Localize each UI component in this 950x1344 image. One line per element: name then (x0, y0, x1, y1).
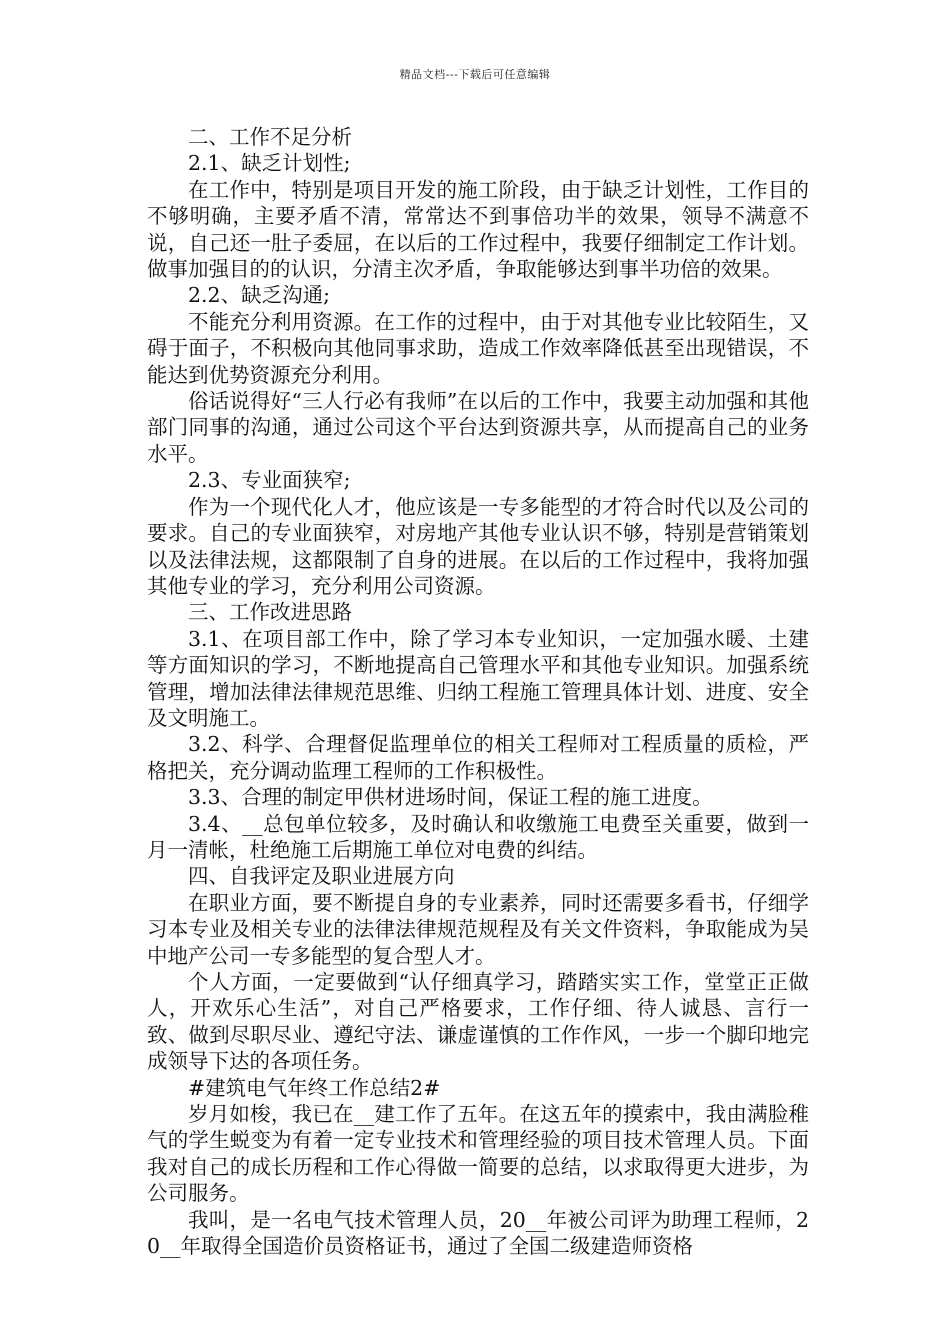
paragraph: 3.4、__总包单位较多，及时确认和收缴施工电费至关重要，做到一月一清帐，杜绝施工后期施工单位对电费的纠结。 (147, 811, 809, 862)
paragraph: 3.2、科学、合理督促监理单位的相关工程师对工程质量的质检，严格把关，充分调动监理工程师的工作积极性。 (147, 732, 809, 783)
paragraph: 个人方面，一定要做到“认仔细真学习，踏踏实实工作，堂堂正正做人，开欢乐心生活”，对自己严格要求，工作仔细、待人诚恳、言行一致、做到尽职尽业、遵纪守法、谦虚谨慎的工作作风，一步一个脚印地完成领导下达的各项任务。 (147, 970, 809, 1074)
paragraph: 在工作中，特别是项目开发的施工阶段，由于缺乏计划性，工作目的不够明确，主要矛盾不清，常常达不到事倍功半的效果，领导不满意不说，自己还一肚子委屈，在以后的工作过程中，我要仔细制定工作计划。做事加强目的的认识，分清主次矛盾，争取能够达到事半功倍的效果。 (147, 177, 809, 282)
paragraph: 岁月如梭，我已在__建工作了五年。在这五年的摸索中，我由满脸稚气的学生蜕变为有着一定专业技术和管理经验的项目技术管理人员。下面我对自己的成长历程和工作心得做一简要的总结，以求取得更大进步，为公司服务。 (147, 1102, 809, 1206)
document-title-2: #建筑电气年终工作总结2# (188, 1075, 441, 1100)
paragraph: 不能充分利用资源。在工作的过程中，由于对其他专业比较陌生，又碍于面子，不积极向其他同事求助，造成工作效率降低甚至出现错误，不能达到优势资源充分利用。 (147, 309, 809, 387)
paragraph: 我叫，是一名电气技术管理人员，20__年被公司评为助理工程师，20__年取得全国造价员资格证书，通过了全国二级建造师资格 (147, 1207, 809, 1259)
subsection-heading-2-1: 2.1、缺乏计划性; (188, 151, 351, 176)
paragraph: 作为一个现代化人才，他应该是一专多能型的才符合时代以及公司的要求。自己的专业面狭窄，对房地产其他专业认识不够，特别是营销策划以及法律法规，这都限制了自身的进展。在以后的工作过程中，我将加强其他专业的学习，充分利用公司资源。 (147, 494, 809, 598)
subsection-heading-2-2: 2.2、缺乏沟通; (188, 283, 331, 308)
section-heading-2: 二、工作不足分析 (188, 125, 352, 149)
paragraph: 3.1、在项目部工作中，除了学习本专业知识，一定加强水暖、土建等方面知识的学习，不断地提高自己管理水平和其他专业知识。加强系统管理，增加法律法律规范思维、归纳工程施工管理具体计划、进度、安全及文明施工。 (147, 626, 809, 730)
section-heading-3: 三、工作改进思路 (188, 600, 352, 625)
document-body (147, 124, 809, 1259)
paragraph: 俗话说得好“三人行必有我师”在以后的工作中，我要主动加强和其他部门同事的沟通，通过公司这个平台达到资源共享，从而提高自己的业务水平。 (147, 389, 809, 466)
paragraph: 3.3、合理的制定甲供材进场时间，保证工程的施工进度。 (188, 785, 713, 810)
section-heading-4: 四、自我评定及职业进展方向 (188, 864, 455, 889)
page-header: 精品文档---下载后可任意编辑 (399, 68, 551, 81)
paragraph: 在职业方面，要不断提自身的专业素养，同时还需要多看书，仔细学习本专业及相关专业的法律法律规范规程及有关文件资料，争取能成为吴中地产公司一专多能型的复合型人才。 (147, 890, 809, 968)
subsection-heading-2-3: 2.3、专业面狭窄; (188, 468, 351, 493)
